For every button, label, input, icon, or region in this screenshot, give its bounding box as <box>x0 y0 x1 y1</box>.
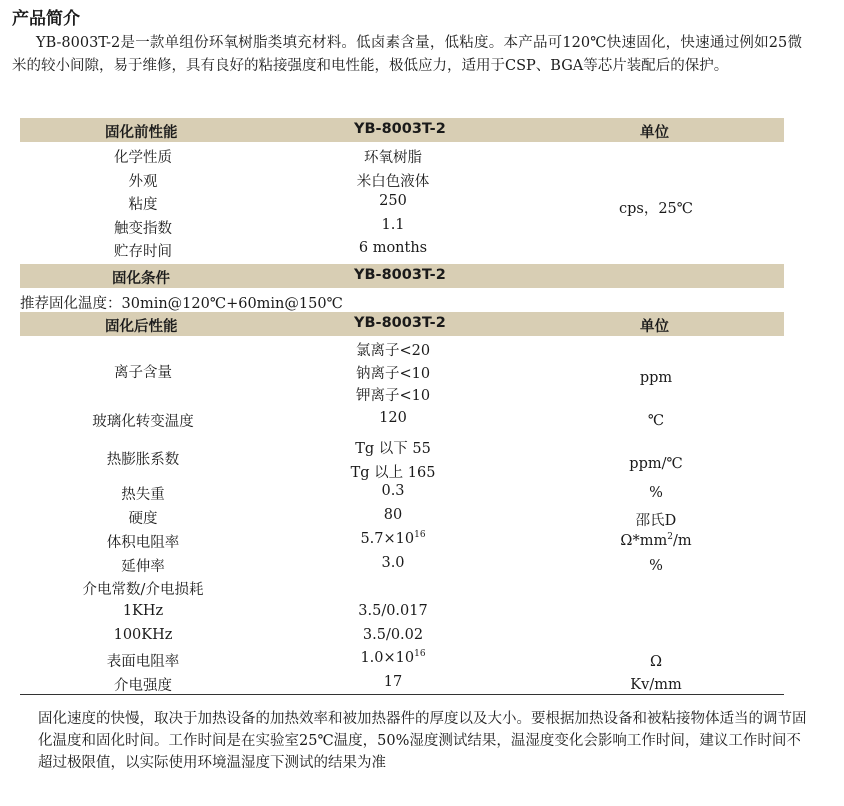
cure-condition-header-label: 固化条件 <box>112 271 170 287</box>
tg-label: 玻璃化转变温度 <box>92 414 194 430</box>
volume-resistivity-unit-tail: /m <box>672 533 692 549</box>
hardness-unit: 邵氏D <box>635 513 677 529</box>
post-cure-header-property: 固化后性能 <box>105 319 178 335</box>
pre-cure-header-unit: 单位 <box>640 125 669 141</box>
freq-100khz-value: 3.5/0.02 <box>362 627 424 643</box>
hardness-value: 80 <box>383 507 403 523</box>
chem-nature-label: 化学性质 <box>114 150 172 166</box>
elongation-value: 3.0 <box>381 555 405 571</box>
surface-resistivity-label: 表面电阻率 <box>106 654 180 670</box>
intro-paragraph: YB-8003T-2是一款单组份环氧树脂类填充材料。低卤素含量，低粘度。本产品可120℃快速固化，快速通过例如25微米的较小间隙，易于维修，具有良好的粘接强度和电性能，极低应力，适用于CSP、BGA等芯片装配后的保护。 <box>12 35 802 74</box>
dielectric-strength-value: 17 <box>383 674 403 690</box>
elongation-label: 延伸率 <box>121 559 165 575</box>
cte-unit: ppm/℃ <box>629 456 683 472</box>
chem-nature-value: 环氧树脂 <box>364 150 422 166</box>
surface-resistivity-value <box>360 650 425 666</box>
section-title: 产品简介 <box>12 9 80 29</box>
volume-resistivity-unit <box>620 533 691 549</box>
viscosity-value: 250 <box>379 193 407 209</box>
potassium-ion-value: 钾离子<10 <box>355 388 431 404</box>
volume-resistivity-label: 体积电阻率 <box>106 535 180 551</box>
tg-value: 120 <box>379 410 407 426</box>
freq-1khz-label: 1KHz <box>122 603 164 619</box>
volume-resistivity-value <box>360 531 425 547</box>
thixotropic-value: 1.1 <box>381 217 405 233</box>
weight-loss-label: 热失重 <box>121 487 165 503</box>
footer-note: 固化速度的快慢，取决于加热设备的加热效率和被加热器件的厚度以及大小。要根据加热设备和被粘接物体适当的调节固化温度和固化时间。工作时间是在实验室25℃温度，50%湿度测试结果，温湿度变化会影响工作时间，建议工作时间不超过极限值，以实际使用环境温湿度下测试的结果为准 <box>38 711 807 771</box>
dielectric-strength-label: 介电强度 <box>114 678 172 694</box>
viscosity-label: 粘度 <box>128 197 158 213</box>
thixotropic-label: 触变指数 <box>114 221 172 237</box>
surface-resistivity-unit: Ω <box>649 654 663 670</box>
recommended-cure-note: 推荐固化温度：30min@120℃+60min@150℃ <box>20 296 343 312</box>
elongation-unit: % <box>649 558 663 574</box>
cte-below-tg-value: Tg 以下 55 <box>355 441 431 457</box>
volume-resistivity-unit-exponent: 2 <box>667 532 673 542</box>
surface-resistivity-base: 1.0×10 <box>360 650 415 666</box>
weight-loss-value: 0.3 <box>381 483 405 499</box>
pre-cure-header-product: YB-8003T-2 <box>354 121 446 137</box>
volume-resistivity-unit-base: Ω*mm <box>620 533 668 549</box>
cte-label: 热膨胀系数 <box>106 452 180 468</box>
post-cure-header-unit: 单位 <box>640 319 669 335</box>
table-bottom-rule <box>20 694 784 695</box>
storage-label: 贮存时间 <box>114 244 172 260</box>
weight-loss-unit: % <box>649 485 663 501</box>
sodium-ion-value: 钠离子<10 <box>355 366 431 382</box>
cte-above-tg-value: Tg 以上 165 <box>350 465 436 481</box>
appearance-value: 米白色液体 <box>356 174 430 190</box>
hardness-label: 硬度 <box>128 511 158 527</box>
freq-1khz-value: 3.5/0.017 <box>358 603 428 619</box>
storage-value: 6 months <box>358 240 428 256</box>
chloride-ion-value: 氯离子<20 <box>355 343 431 359</box>
viscosity-unit: cps，25℃ <box>618 201 694 217</box>
appearance-label: 外观 <box>128 174 158 190</box>
cure-condition-header-product: YB-8003T-2 <box>354 267 446 283</box>
ion-content-label: 离子含量 <box>114 365 172 381</box>
cure-condition-header-bar <box>20 264 784 288</box>
post-cure-header-bar <box>20 312 784 336</box>
dielectric-strength-unit: Kv/mm <box>630 677 682 693</box>
pre-cure-header-property: 固化前性能 <box>105 125 178 141</box>
pre-cure-header-bar <box>20 118 784 142</box>
volume-resistivity-exponent: 16 <box>414 530 426 540</box>
dielectric-label: 介电常数/介电损耗 <box>82 582 204 598</box>
ion-content-unit: ppm <box>639 370 673 386</box>
tg-unit: ℃ <box>647 413 665 429</box>
surface-resistivity-exponent: 16 <box>414 649 426 659</box>
volume-resistivity-base: 5.7×10 <box>360 531 415 547</box>
post-cure-header-product: YB-8003T-2 <box>354 315 446 331</box>
freq-100khz-label: 100KHz <box>113 627 173 643</box>
